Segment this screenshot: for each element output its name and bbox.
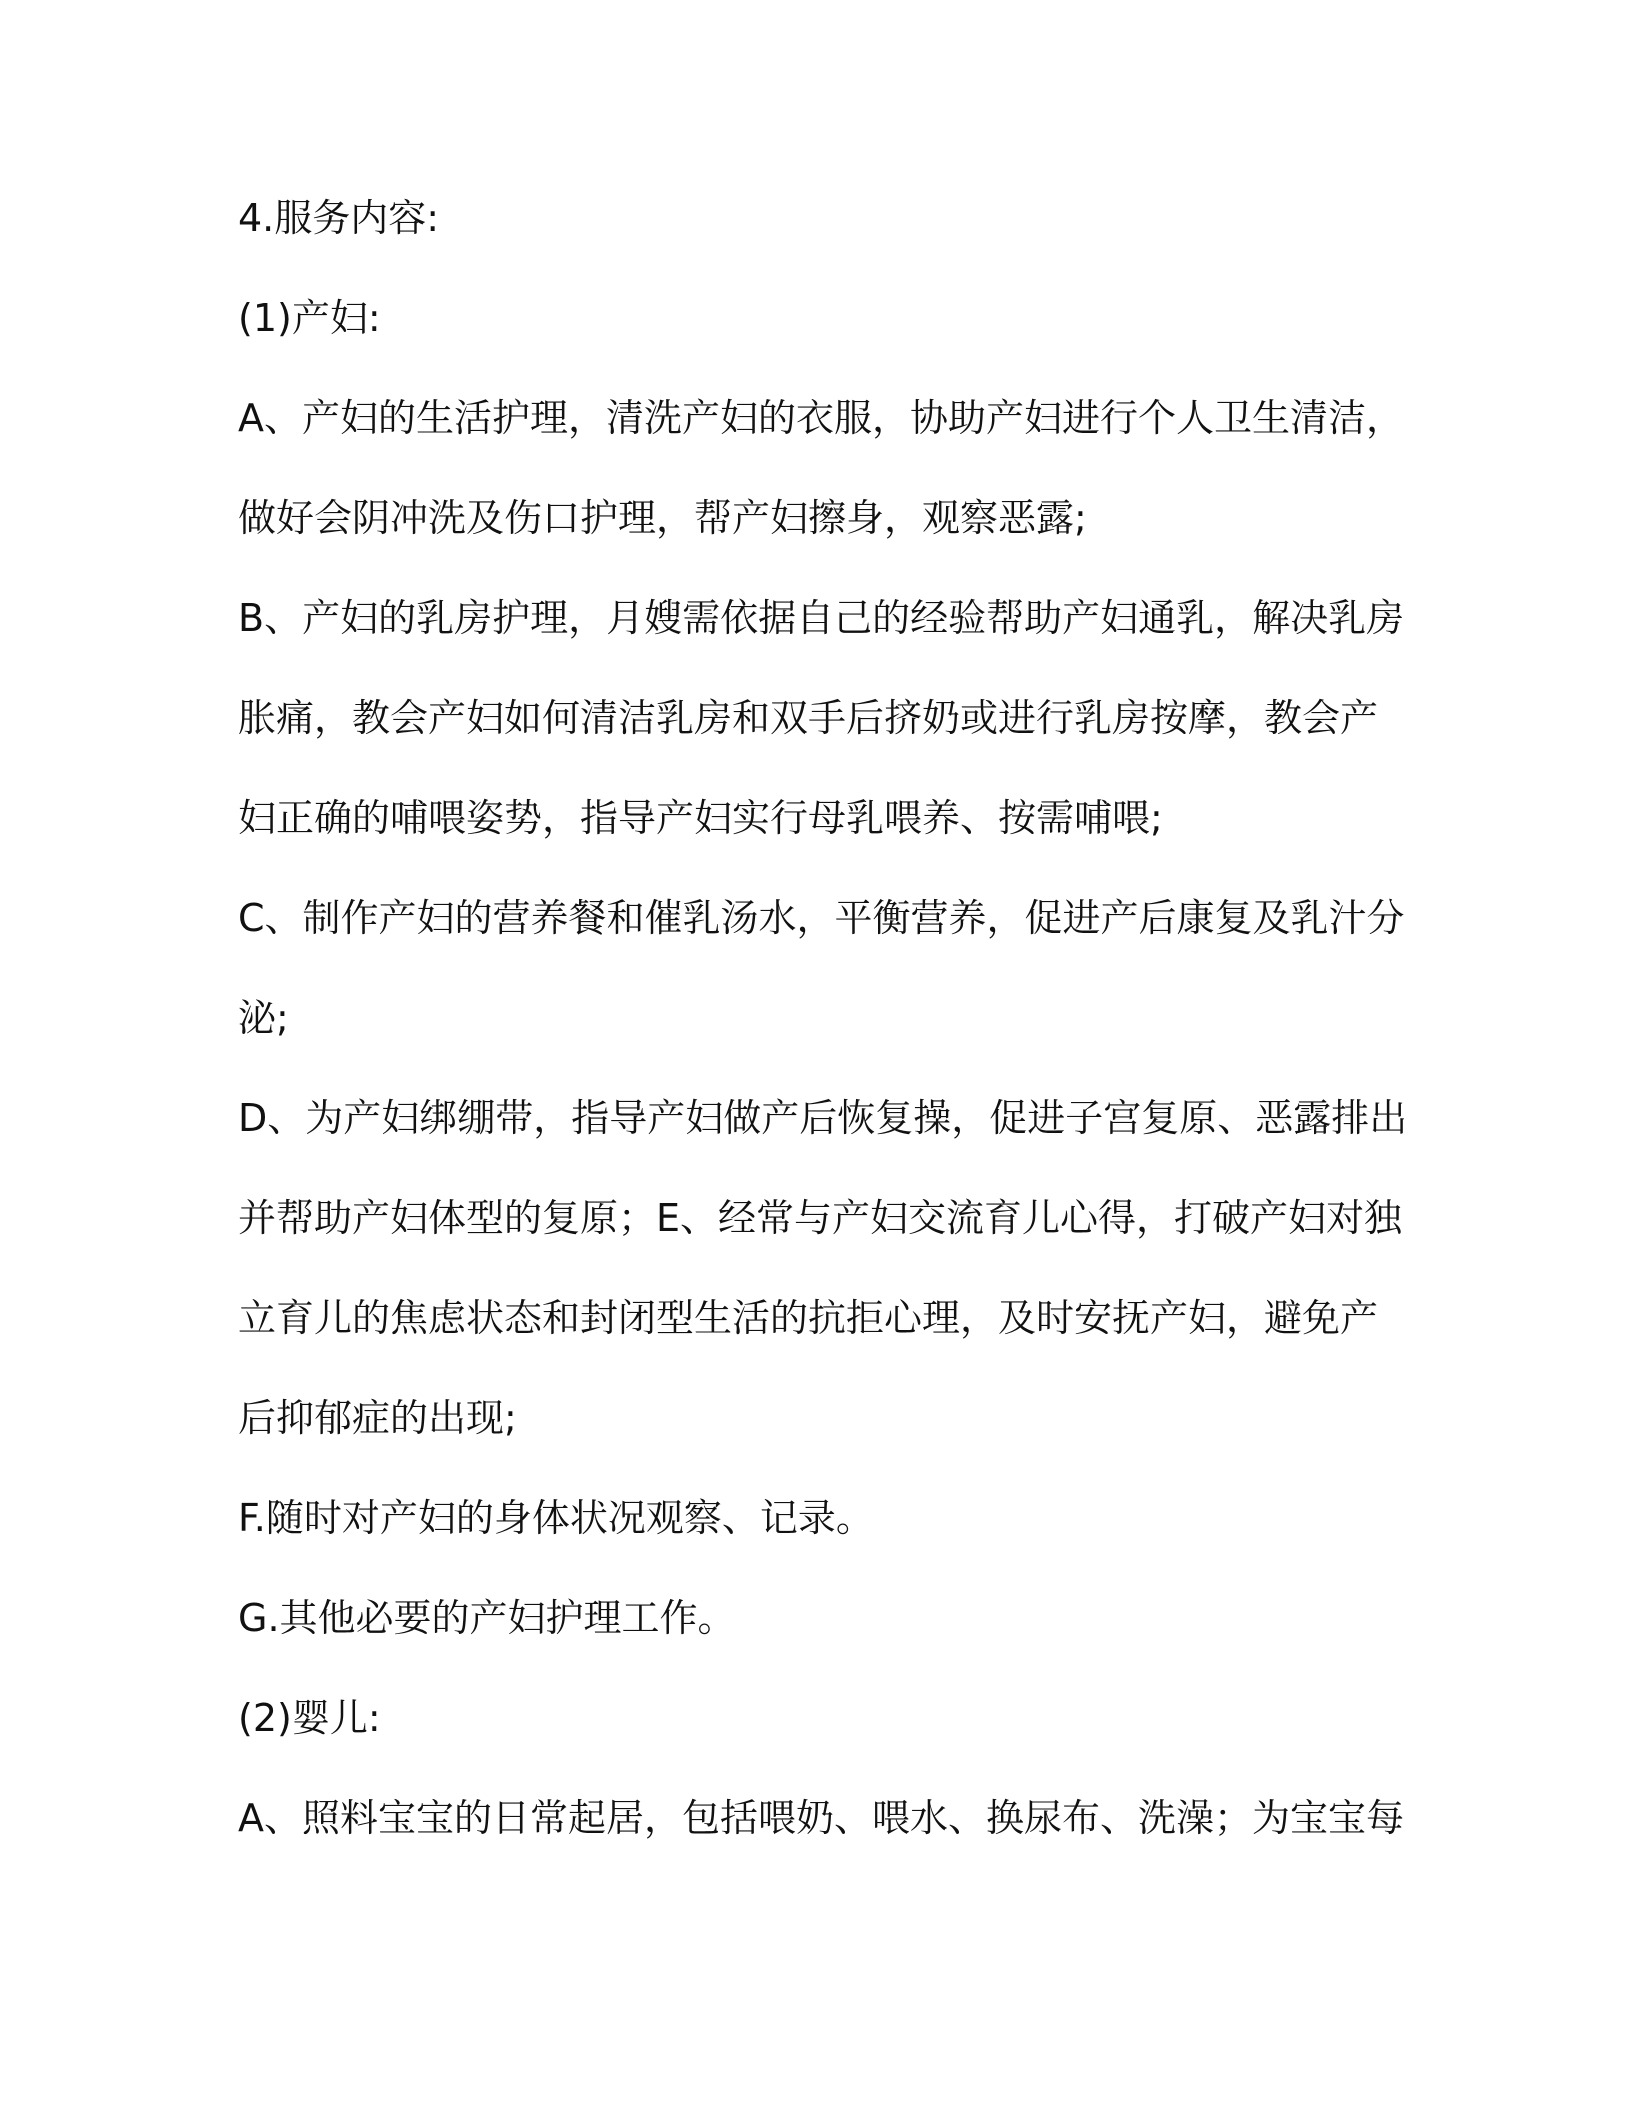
text-line: 妇正确的哺喂姿势，指导产妇实行母乳喂养、按需哺喂; — [238, 796, 1163, 840]
text-line: 胀痛，教会产妇如何清洁乳房和双手后挤奶或进行乳房按摩，教会产 — [238, 696, 1379, 740]
section-heading: 4.服务内容: — [238, 196, 440, 240]
text-line: 后抑郁症的出现; — [238, 1396, 517, 1440]
text-line: F.随时对产妇的身体状况观察、记录。 — [238, 1496, 874, 1540]
text-line: B、产妇的乳房护理，月嫂需依据自己的经验帮助产妇通乳，解决乳房 — [238, 596, 1405, 640]
text-line: 做好会阴冲洗及伤口护理，帮产妇擦身，观察恶露; — [238, 496, 1087, 540]
subsection-heading: (2)婴儿: — [238, 1696, 381, 1740]
text-line: C、制作产妇的营养餐和催乳汤水，平衡营养，促进产后康复及乳汁分 — [238, 896, 1405, 940]
text-line: D、为产妇绑绷带，指导产妇做产后恢复操，促进子宫复原、恶露排出 — [238, 1096, 1408, 1140]
text-line: 并帮助产妇体型的复原；E、经常与产妇交流育儿心得，打破产妇对独 — [238, 1196, 1403, 1240]
text-line: 立育儿的焦虑状态和封闭型生活的抗拒心理，及时安抚产妇，避免产 — [238, 1296, 1379, 1340]
text-line: A、照料宝宝的日常起居，包括喂奶、喂水、换尿布、洗澡；为宝宝每 — [238, 1796, 1404, 1840]
text-line: 泌; — [238, 996, 289, 1040]
text-line: G.其他必要的产妇护理工作。 — [238, 1596, 736, 1640]
subsection-heading: (1)产妇: — [238, 296, 381, 340]
text-line: A、产妇的生活护理，清洗产妇的衣服，协助产妇进行个人卫生清洁， — [238, 396, 1404, 440]
